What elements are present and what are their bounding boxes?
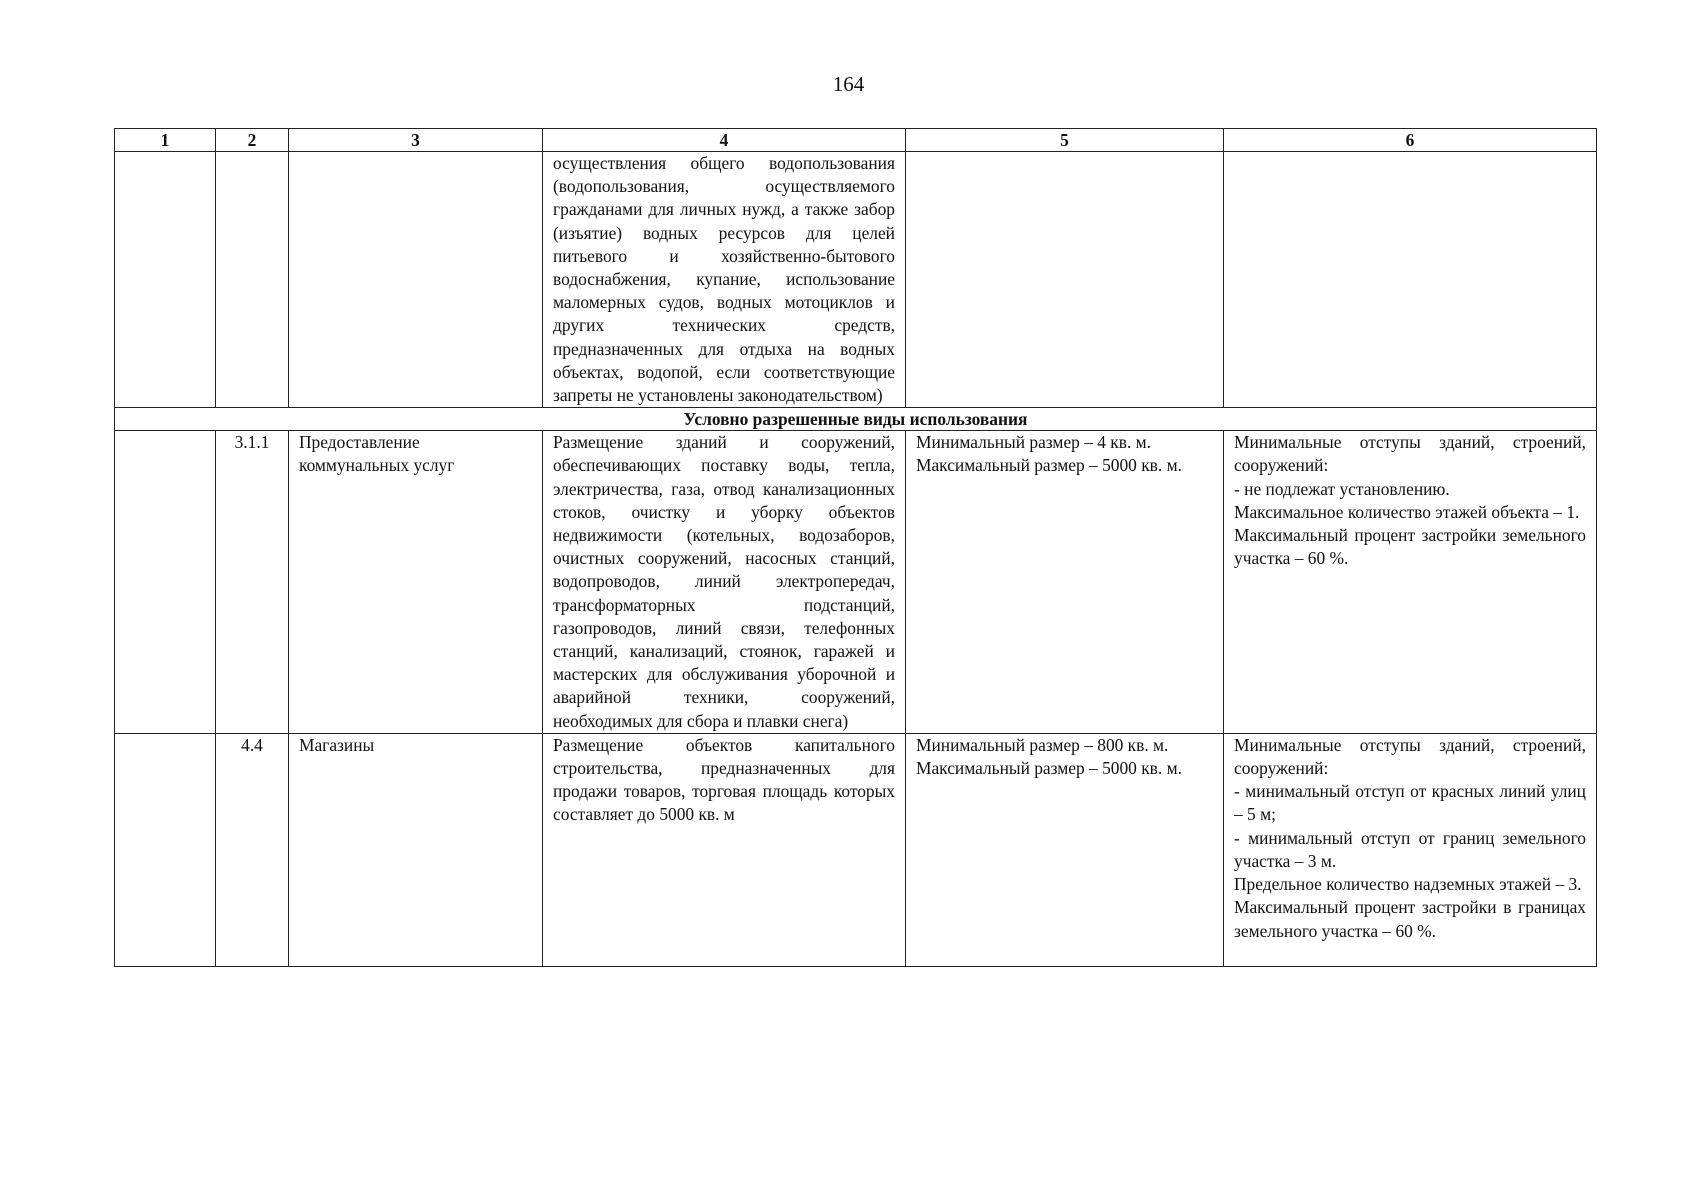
size-line: Минимальный размер – 4 кв. м. xyxy=(916,432,1151,453)
continuation-col-3 xyxy=(289,152,543,408)
page-number: 164 xyxy=(832,72,865,96)
param-line: Максимальный процент застройки земельного участка – 60 %. xyxy=(1234,525,1586,569)
param-line: Максимальный процент застройки в границах земельного участка – 60 %. xyxy=(1234,897,1586,941)
row-col-1 xyxy=(115,431,216,734)
param-line: - не подлежат установлению. xyxy=(1234,478,1450,499)
section-row xyxy=(115,408,1597,431)
row-description: Размещение объектов капитального строительства, предназначенных для продажи товаров, торговая площадь которых составляет до 5000 кв. м xyxy=(543,733,906,966)
row-size-limits xyxy=(906,431,1224,734)
row-code: 4.4 xyxy=(216,733,289,966)
header-col-3: 3 xyxy=(289,129,543,152)
param-line: Минимальные отступы зданий, строений, сооружений: xyxy=(1234,734,1586,779)
header-row xyxy=(115,129,1597,152)
row-code: 3.1.1 xyxy=(216,431,289,734)
land-use-table xyxy=(114,128,1597,967)
size-line: Максимальный размер – 5000 кв. м. xyxy=(916,758,1182,779)
row-size-limits xyxy=(906,733,1224,966)
row-description: Размещение зданий и сооружений, обеспечивающих поставку воды, тепла, электричества, газа, отвод канализационных стоков, очистку и уборку объектов недвижимости (котельных, водозаборов, очистных сооружений, насосных станций, водопроводов, линий электропередач, трансформаторных подстанций, газопроводов, линий связи, телефонных станций, канализаций, стоянок, гаражей и мастерских для обслуживания уборочной и аварийной техники, сооружений, необходимых для сбора и плавки снега) xyxy=(543,431,906,734)
size-line: Максимальный размер – 5000 кв. м. xyxy=(916,455,1182,476)
header-col-4: 4 xyxy=(543,129,906,152)
param-line: Минимальные отступы зданий, строений, сооружений: xyxy=(1234,432,1586,476)
header-col-2: 2 xyxy=(216,129,289,152)
row-parameters xyxy=(1224,733,1597,966)
section-title: Условно разрешенные виды использования xyxy=(115,408,1597,431)
continuation-col-5 xyxy=(906,152,1224,408)
continuation-col-6 xyxy=(1224,152,1597,408)
continuation-description: осуществления общего водопользования (водопользования, осуществляемого гражданами для личных нужд, а также забор (изъятие) водных ресурсов для целей питьевого и хозяйственно-бытового водоснабжения, купание, использование маломерных судов, водных мотоциклов и других технических средств, предназначенных для отдыха на водных объектах, водопой, если соответствующие запреты не установлены законодательством) xyxy=(543,152,906,408)
row-parameters xyxy=(1224,431,1597,734)
param-line: Предельное количество надземных этажей – 3. xyxy=(1234,874,1582,895)
continuation-col-1 xyxy=(115,152,216,408)
param-line: - минимальный отступ от границ земельного участка – 3 м. xyxy=(1234,827,1586,871)
continuation-row xyxy=(115,152,1597,408)
header-col-6: 6 xyxy=(1224,129,1597,152)
param-line: - минимальный отступ от красных линий улиц – 5 м; xyxy=(1234,781,1586,825)
size-line: Минимальный размер – 800 кв. м. xyxy=(916,734,1169,755)
row-col-1 xyxy=(115,733,216,966)
header-col-1: 1 xyxy=(115,129,216,152)
continuation-col-2 xyxy=(216,152,289,408)
header-col-5: 5 xyxy=(906,129,1224,152)
row-name: Предоставление коммунальных услуг xyxy=(289,431,543,734)
row-name: Магазины xyxy=(289,733,543,966)
table-row xyxy=(115,431,1597,734)
table-row xyxy=(115,733,1597,966)
param-line: Максимальное количество этажей объекта – 1. xyxy=(1234,501,1580,522)
